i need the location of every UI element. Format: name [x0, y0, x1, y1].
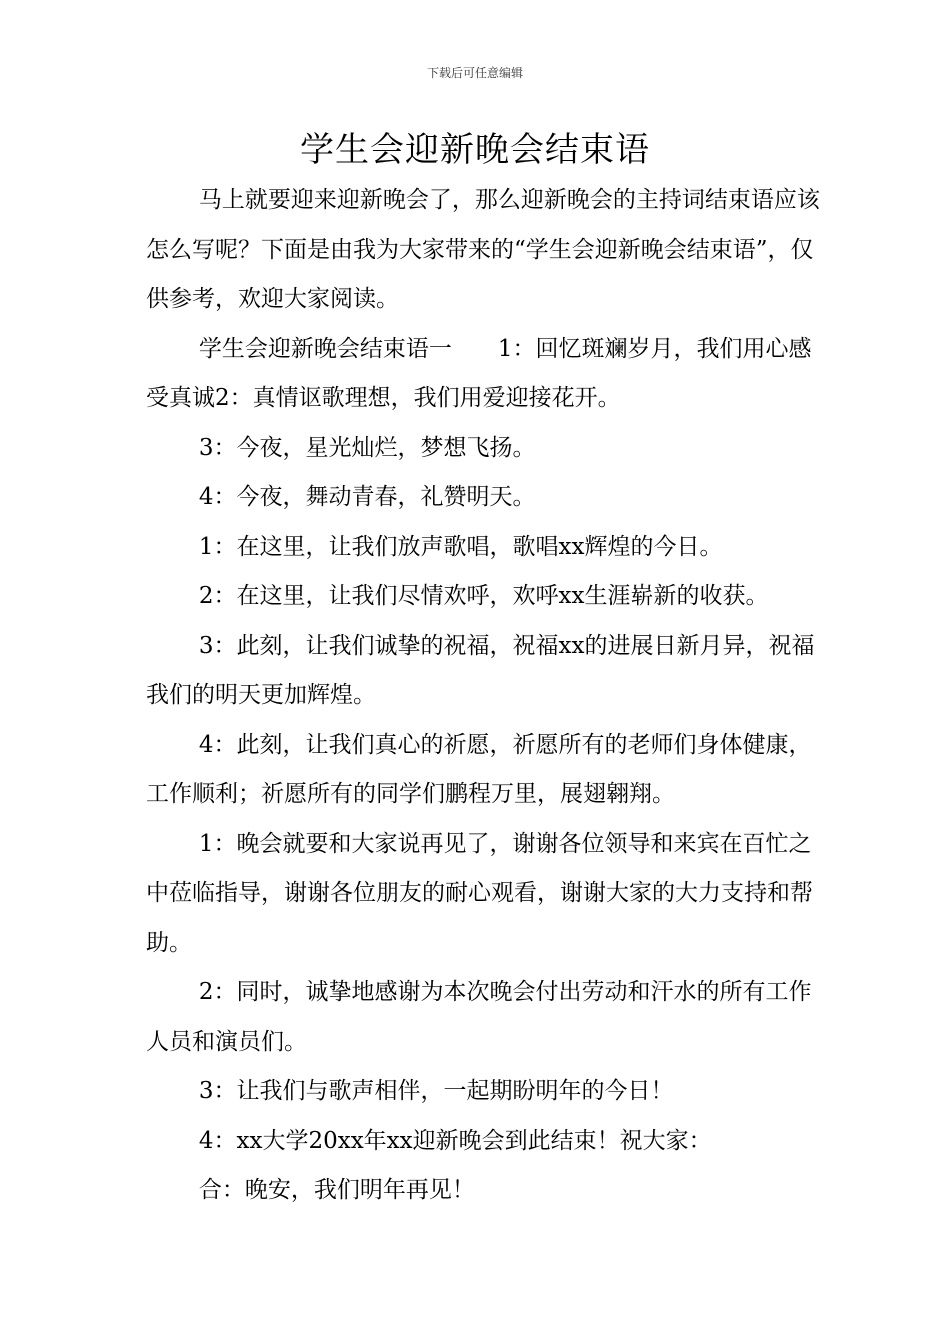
header-note: 下载后可任意编辑 — [426, 66, 523, 80]
paragraph: 3：此刻，让我们诚挚的祝福，祝福xx的进展日新月异，祝福我们的明天更加辉煌。 — [146, 632, 815, 708]
paragraph-intro: 马上就要迎来迎新晚会了，那么迎新晚会的主持词结束语应该怎么写呢？下面是由我为大家带来的“学生会迎新晚会结束语”，仅供参考，欢迎大家阅读。 — [146, 187, 820, 312]
paragraph: 2：同时，诚挚地感谢为本次晚会付出劳动和汗水的所有工作人员和演员们。 — [146, 979, 812, 1055]
paragraph: 4：此刻，让我们真心的祈愿，祈愿所有的老师们身体健康，工作顺利；祈愿所有的同学们鹏程万里，展翅翱翔。 — [146, 731, 812, 807]
paragraph: 3：今夜，星光灿烂，梦想飞扬。 — [198, 434, 536, 461]
document-body — [146, 176, 826, 1216]
paragraph: 4：今夜，舞动青春，礼赞明天。 — [198, 484, 536, 510]
paragraph-closing: 合：晚安，我们明年再见！ — [198, 1177, 475, 1203]
paragraph: 2：在这里，让我们尽情欢呼，欢呼xx生涯崭新的收获。 — [198, 583, 769, 609]
paragraph: 4：xx大学20xx年xx迎新晚会到此结束！祝大家： — [198, 1127, 712, 1154]
paragraph: 1：晚会就要和大家说再见了，谢谢各位领导和来宾在百忙之中莅临指导，谢谢各位朋友的耐心观看，谢谢大家的大力支持和帮助。 — [146, 830, 813, 956]
paragraph: 1：在这里，让我们放声歌唱，歌唱xx辉煌的今日。 — [198, 533, 723, 560]
document-title: 学生会迎新晚会结束语 — [300, 130, 650, 170]
paragraph: 学生会迎新晚会结束语一 1：回忆斑斓岁月，我们用心感受真诚2：真情讴歌理想，我们用爱迎接花开。 — [146, 335, 812, 411]
paragraph: 3：让我们与歌声相伴，一起期盼明年的今日！ — [198, 1078, 674, 1104]
